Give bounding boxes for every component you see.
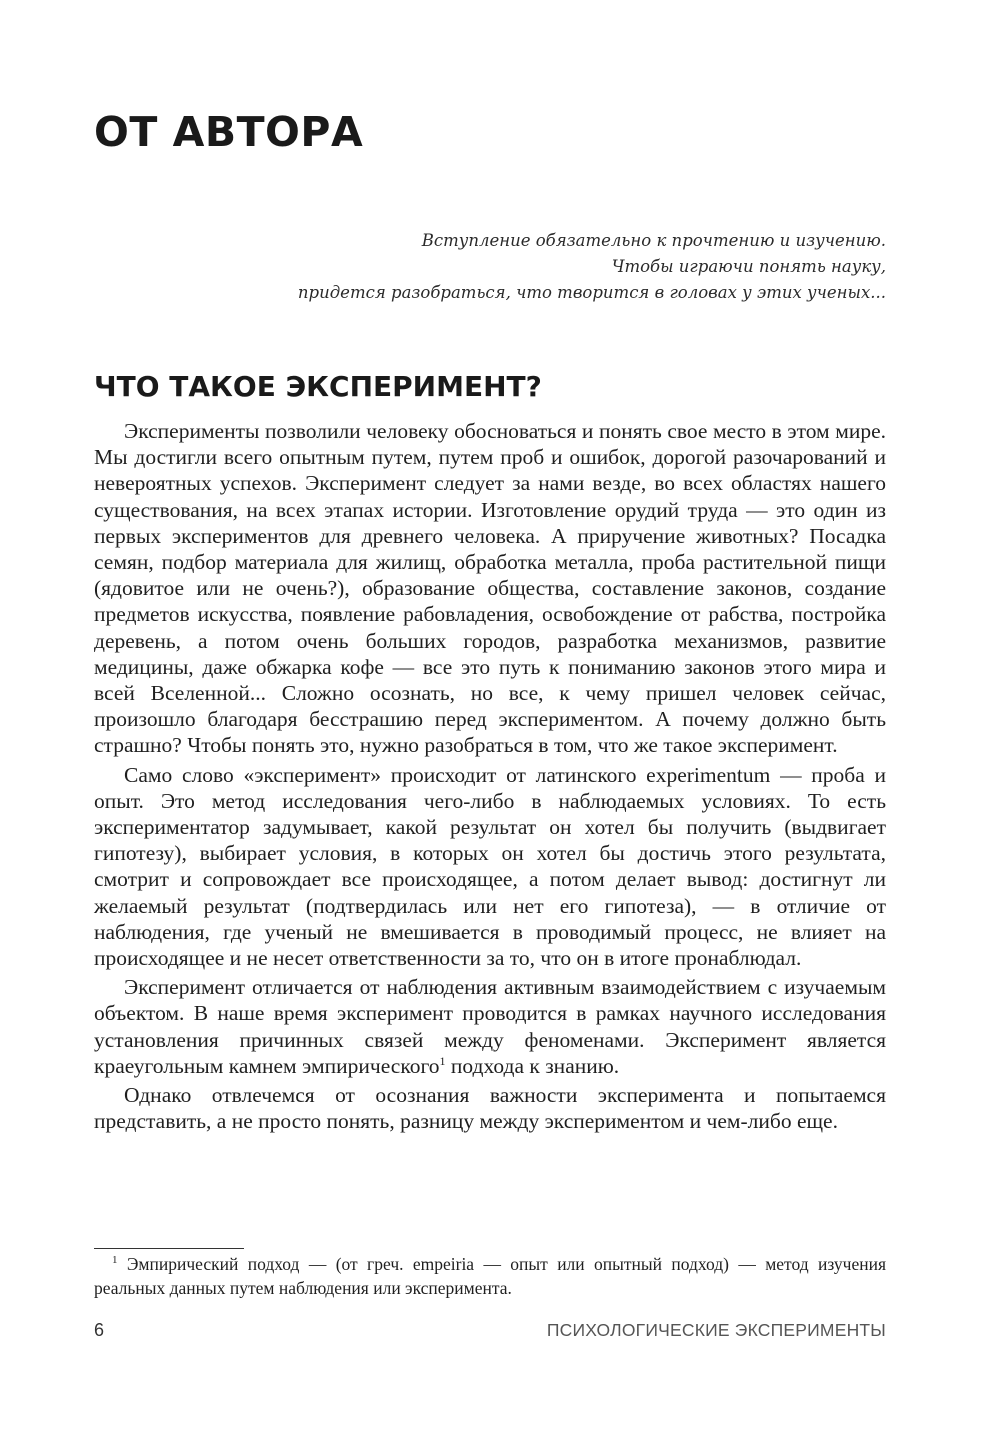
- section-title: ЧТО ТАКОЕ ЭКСПЕРИМЕНТ?: [94, 370, 542, 403]
- epigraph-line: придется разобраться, что творится в головах у этих ученых...: [297, 283, 886, 302]
- body-text: [94, 418, 886, 1134]
- running-title: ПСИХОЛОГИЧЕСКИЕ ЭКСПЕРИМЕНТЫ: [546, 1320, 886, 1340]
- footnote-divider: [94, 1248, 244, 1249]
- book-page: [94, 0, 886, 1447]
- epigraph-line: Чтобы играючи понять науку,: [611, 257, 886, 276]
- paragraph-text-tail: подхода к знанию.: [445, 1053, 620, 1078]
- chapter-title: ОТ АВТОРА: [94, 108, 364, 156]
- footnote-reference[interactable]: 1: [439, 1053, 446, 1068]
- page-number: 6: [94, 1320, 105, 1340]
- footnote-text: Эмпирический подход — (от греч. empeiria — опыт или опытный подход) — метод изучения реальных данных путем наблюдения или эксперимента.: [94, 1254, 886, 1298]
- paragraph: Эксперименты позволили человеку обосноваться и понять свое место в этом мире. Мы достигли всего опытным путем, путем проб и ошибок, дорогой разочарований и невероятных успехов. Эксперимент следует за нами везде, во всех областях нашего существования, на всех этапах истории. Изготовление орудий труда — это один из первых экспериментов для древнего человека. А приручение животных? Посадка семян, подбор материала для жилищ, обработка металла, проба растительной пищи (ядовитое или не очень?), образование общества, составление законов, создание предметов искусства, появление рабовладения, освобождение от рабства, постройка деревень, а потом очень больших городов, разработка механизмов, развитие медицины, даже обжарка кофе — все это путь к пониманию законов этого мира и всей Вселенной... Сложно осознать, но все, к чему пришел человек сейчас, произошло благодаря бесстрашию перед экспериментом. А почему должно быть страшно? Чтобы понять это, нужно разобраться в том, что же такое эксперимент.: [94, 419, 886, 758]
- footnote: [94, 1253, 886, 1300]
- paragraph: [94, 974, 886, 1079]
- paragraph: Само слово «эксперимент» происходит от латинского experimentum — проба и опыт. Это метод исследования чего-либо в наблюдаемых условиях. То есть экспериментатор задумывает, какой результат он хотел бы получить (выдвигает гипотезу), выбирает условия, в которых он хотел бы достичь этого результата, смотрит и сопровождает все происходящее, а потом делает вывод: достигнут ли желаемый результат (подтвердилась или нет его гипотеза), — в отличие от наблюдения, где ученый не вмешивается в проводимый процесс, не влияет на происходящее и не несет ответственности за то, что он в итоге пронаблюдал.: [94, 762, 886, 971]
- epigraph-line: Вступление обязательно к прочтению и изучению.: [421, 231, 886, 250]
- epigraph: [186, 228, 886, 306]
- paragraph: Однако отвлечемся от осознания важности эксперимента и попытаемся представить, а не просто понять, разницу между экспериментом и чем-либо еще.: [94, 1083, 886, 1134]
- footnote-marker: 1: [112, 1254, 118, 1267]
- paragraph-text: Эксперимент отличается от наблюдения активным взаимодействием с изучаемым объектом. В наше время эксперимент проводится в рамках научного исследования установления причинных связей между феноменами. Эксперимент является краеугольным камнем эмпирического: [94, 975, 886, 1078]
